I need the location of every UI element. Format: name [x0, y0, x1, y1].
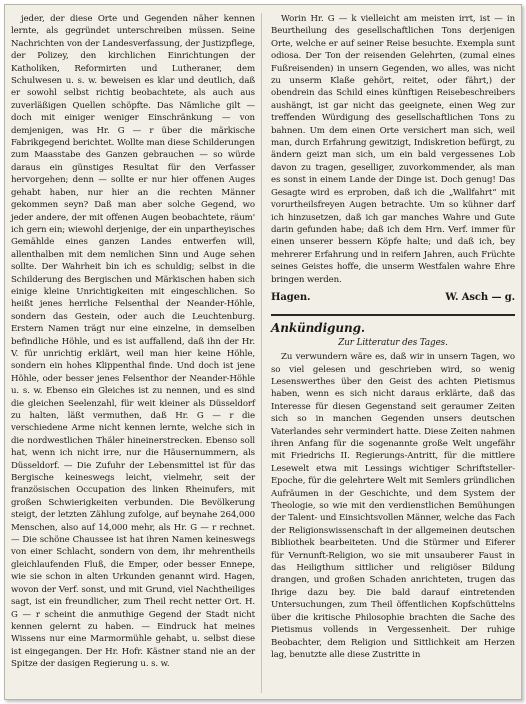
right-column: [271, 13, 515, 661]
announcement-subheading: Zur Litteratur des Tages.: [338, 337, 448, 348]
newspaper-page: [4, 4, 522, 700]
left-column: [11, 13, 255, 671]
column-divider: [261, 13, 262, 693]
signature-name: W. Asch — g.: [445, 291, 515, 303]
announcement-heading: Ankündigung.: [271, 321, 365, 336]
left-column-text: jeder, der diese Orte und Gegenden näher kennen lernte, als gegründet unterschreiben müssen. Seine Nachrichten von der Landesverfassung, der Justizpflege, der Polizey, den kirchlichen Einrichtungen der Katholiken, Reformirten und Lutheraner, dem Schulwesen u. s. w. beweisen es klar und deutlich, daß er sowohl selbst richtig beobachtete, als auch aus zuverläßigen Quellen schöpfte. Das Nämliche gilt — doch mit einiger weniger Einschränkung — von demjenigen, was Hr. G — r über die märkische Fabrikgegend berichtet. Wollte man diese Schilderungen zum Maasstabe des Ganzen gebrauchen — so würde daraus ein günstiges Resultat für den Verfasser hervorgehen; denn — sollte er nur hier offenen Auges gehabt haben, nur hier an die rechten Männer gekommen seyn? Daß man aber solche Gegend, wo jeder andere, der mit offenen Augen beobachtete, räum' ich gern ein; wiewohl derjenige, der ein unpartheyisches Gemählde eines ganzen Landes entwerfen will, allenthalben mit dem nemlichen Sinn und Auge sehen sollte. Der Wahrheit bin ich es schuldig; selbst in die Schilderung des Bergischen und Märkischen haben sich einige kleine Unrichtigkeiten mit eingeschlichen. So heißt jenes herrliche Felsenthal der Neander-Höhle, sondern das Gestein, oder auch die Leuchtenburg. Erstern Namen trägt nur eine einzelne, in demselben befindliche Höhle, und es ist auffallend, daß ihn der Hr. V. für unrichtig erklärt, weil man hier keine Höhle, sondern ein hohes Klippenthal finde. Und doch ist jene Höhle, oder besser jenes Felsenthor der Neander-Höhle u. s. w. Ebenso ein Gleiches ist zu nennen, und es sind die gleichen Seelenzahl, für weit kleiner als Düsseldorf zu halten, läßt vermuthen, daß Hr. G — r die verschiedene Arme nicht kennen lernte, welche sich in die nordwestlichen Thäler hineinerstrecken. Ebenso soll hat, wenn ich nicht irre, nur die Häusernummern, als Düsseldorf. — Die Zufuhr der Lebensmittel ist für das Bergische keineswegs leicht, vielmehr, seit der französischen Occupation des linken Rheinufers, mit großen Schwierigkeiten verbunden. Die Bevölkerung steigt, der letzten Zählung zufolge, auf beynahe 264,000 Menschen, also auf 14,000 mehr, als Hr. G — r rechnet. — Die schöne Chaussee ist hat ihren Namen keineswegs von einer Schlacht, sondern von dem, ihr mehrentheils gleichlaufenden Fluß, die Emper, oder besser Ennepe, wie sie schon in alten Urkunden genannt wird. Hagen, wovon der Verf. sonst, und mit Grund, viel Nachtheiliges sagt, ist ein freundlicher, zum Theil recht netter Ort. H. G — r scheint die anmuthige Gegend der Stadt nicht kennen gelernt zu haben. — Eindruck hat meines Wissens nur eine Marmormühle gehabt, u. selbst diese ist eingegangen. Der Hr. Hofr. Kästner stand nie an der Spitze der dasigen Regierung u. s. w.: [11, 14, 255, 670]
signature-place: Hagen.: [271, 291, 311, 303]
section-rule: [271, 314, 515, 316]
signature-line: [271, 292, 515, 304]
review-conclusion-text: Worin Hr. G — k vielleicht am meisten irrt, ist — in Beurtheilung des gesellschaftlichen Tons derjenigen Orte, welche er auf seiner Reise besuchte. Exempla sunt odiosa. Der Ton der reisenden Gelehrten, (zumal eines Fußreisenden) in unsern Gegenden, wo alles, was nicht zu unserm Klaße gehört, reitet, oder fährt,) der obendrein das Schild eines künftigen Reisebeschreibers aushängt, ist gar nicht das geeignete, einen Weg zur treffenden Würdigung des gesellschaftlichen Tons zu bahnen. Um dem einen Orte versichert man sich, weil man, durch Erfahrung gewitzigt, Indiskretion befürgt, zu ändern geizt man sich, um ein bald vergessenes Lob davon zu tragen, geselliger, zuvorkommender, als man es sonst in einem Lande der Dinge ist. Doch genug! Das Gesagte wird es erproben, daß ich die „Wallfahrt“ mit vorurtheilsfreyen Augen betrachte. Um so kühner darf ich hinzusetzen, daß ich gar manches Wahre und Gute darin gefunden habe; daß ich dem Hrn. Verf. immer für einen unserer bessern Köpfe halte; und daß ich, bey mehrerer Erfahrung und in reifern Jahren, auch Früchte seines Geistes hoffe, die unserm Westfalen wahre Ehre bringen werden.: [271, 14, 515, 285]
announcement-text: Zu verwundern wäre es, daß wir in unsern Tagen, wo so viel gelesen und geschrieben wird, so wenig Lesenswerthes über den Geist des achten Pietismus haben, wenn es sich nicht daraus erklärte, daß das Interesse für diesen Gegenstand seit geraumer Zeiten sich so in manchen Gegenden unsers deutschen Vaterlandes sehr vermindert hatte. Diese Zeiten nahmen ihren Anfang für die sogenannte große Welt ungefähr mit Friedrichs II. Regierungs-Antritt, für die mittlere Lesewelt etwa mit Lessings wichtiger Schriftsteller-Epoche, für die gelehrtere Welt mit Semlers gründlichen Aufräumen in der Geschichte, und dem System der Theologie, so wie mit den verdienstlichen Bemühungen der Talent- und Einsichtsvollen Männer, welche das Fach der Religionswissenschaft in der allgemeinen deutschen Bibliothek bearbeiteten. Und die Stürmer und Eiferer für Vernunft-Religion, wo sie mit unsauberer Faust in das Heiligthum sittlicher und religiöser Bildung drangen, und großen Schaden anrichteten, trugen das Ihrige dazu bey. Die bald darauf eintretenden Untersuchungen, zum Theil öffentlichen Kopfschüttelns über die kritische Philosophie brachten die Sache des Pietismus vollends in Vergessenheit. Der ruhige Beobachter, dem Religion und Sittlichkeit am Herzen lag, benutzte alle diese Zustritte in: [271, 352, 515, 660]
